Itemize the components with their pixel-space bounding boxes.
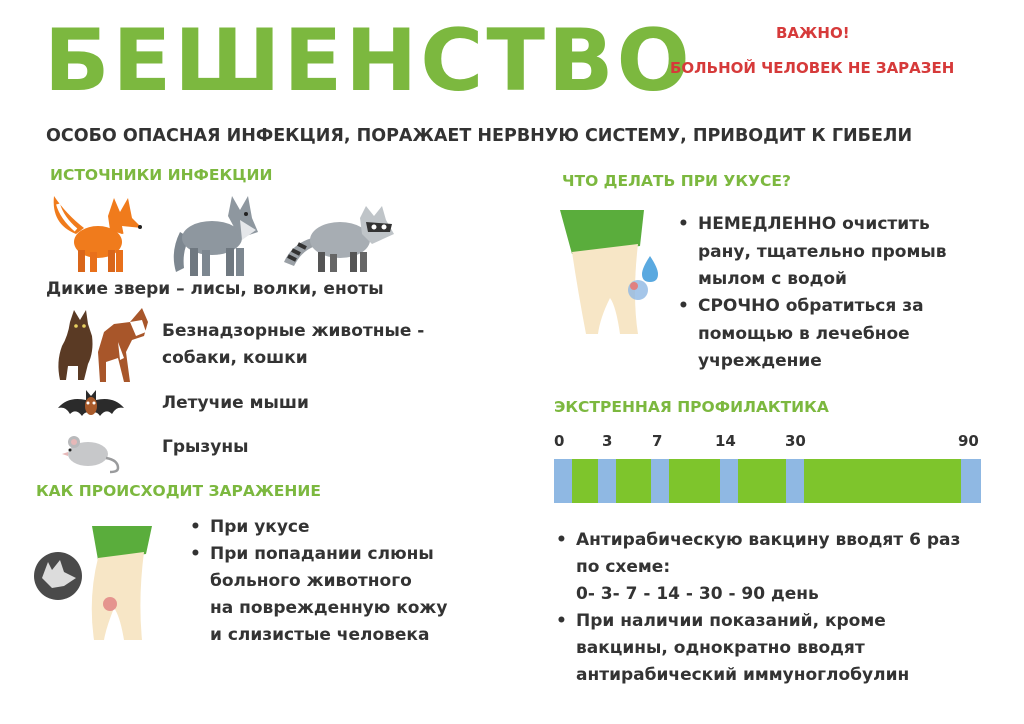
infection-bullet2-line2: больного животного — [210, 571, 412, 591]
schedule-day-label: 14 — [715, 432, 736, 450]
sources-stray-line1: Безнадзорные животные - — [162, 321, 425, 341]
timeline-dose-marker — [598, 459, 616, 503]
infection-bullet2-line3: на поврежденную кожу — [210, 598, 448, 618]
bite-list-2 — [676, 293, 924, 320]
prophylaxis-bullet2-line3: антирабический иммуноглобулин — [576, 665, 910, 685]
prophylaxis-list — [554, 527, 960, 554]
sources-rodents-text: Грызуны — [162, 437, 249, 457]
bite-bullet2-line3: учреждение — [698, 351, 822, 371]
mouse-icon — [62, 430, 124, 474]
bite-bullet1-line3: мылом с водой — [698, 269, 847, 289]
infection-list — [188, 514, 434, 568]
prophylaxis-bullet1-line3: 0- 3- 7 - 14 - 30 - 90 день — [576, 584, 819, 604]
raccoon-icon — [282, 204, 396, 274]
bite-bullet1-line2: рану, тщательно промыв — [698, 242, 947, 262]
list-item-text: При попадании слюны — [210, 544, 434, 564]
bite-list — [676, 211, 930, 238]
warning-title: ВАЖНО! — [776, 24, 850, 42]
leg-washing-icon — [558, 206, 670, 336]
list-item — [188, 541, 434, 568]
sources-stray-line2: собаки, кошки — [162, 348, 308, 368]
bat-icon — [56, 390, 126, 426]
sources-wild-text: Дикие звери – лисы, волки, еноты — [46, 279, 384, 299]
prophylaxis-heading: ЭКСТРЕННАЯ ПРОФИЛАКТИКА — [554, 398, 829, 416]
bite-bullet2-line2: помощью в лечебное — [698, 324, 910, 344]
page-title: БЕШЕНСТВО — [44, 11, 693, 111]
schedule-day-label: 3 — [602, 432, 613, 450]
sources-bats-text: Летучие мыши — [162, 393, 309, 413]
list-item: • СРОЧНО обратиться за — [676, 293, 924, 320]
schedule-timeline — [554, 459, 981, 503]
list-item: • Антирабическую вакцину вводят 6 раз — [554, 527, 960, 554]
schedule-day-label: 0 — [554, 432, 565, 450]
fox-icon — [46, 194, 146, 274]
timeline-dose-marker — [786, 459, 804, 503]
timeline-dose-marker — [720, 459, 738, 503]
timeline-dose-marker — [554, 459, 572, 503]
timeline-track — [554, 459, 981, 503]
wolf-icon — [170, 192, 265, 278]
schedule-day-label: 90 — [958, 432, 979, 450]
schedule-day-label: 7 — [652, 432, 663, 450]
timeline-dose-marker — [651, 459, 669, 503]
prophylaxis-bullet2-line2: вакцины, однократно вводят — [576, 638, 865, 658]
prophylaxis-list-2 — [554, 608, 886, 635]
infection-bullet2-line4: и слизистые человека — [210, 625, 430, 645]
list-item: • При укусе — [188, 514, 434, 541]
leg-bite-icon — [34, 518, 164, 642]
bite-heading: ЧТО ДЕЛАТЬ ПРИ УКУСЕ? — [562, 172, 791, 190]
infection-heading: КАК ПРОИСХОДИТ ЗАРАЖЕНИЕ — [36, 482, 321, 500]
warning-text: БОЛЬНОЙ ЧЕЛОВЕК НЕ ЗАРАЗЕН — [670, 59, 955, 77]
subtitle: ОСОБО ОПАСНАЯ ИНФЕКЦИЯ, ПОРАЖАЕТ НЕРВНУЮ СИСТЕМУ, ПРИВОДИТ К ГИБЕЛИ — [46, 126, 913, 146]
prophylaxis-bullet1-line2: по схеме: — [576, 557, 671, 577]
list-item: • При наличии показаний, кроме — [554, 608, 886, 635]
timeline-dose-marker — [961, 459, 981, 503]
schedule-day-label: 30 — [785, 432, 806, 450]
list-item: • НЕМЕДЛЕННО очистить — [676, 211, 930, 238]
sources-heading: ИСТОЧНИКИ ИНФЕКЦИИ — [50, 166, 273, 184]
dog-and-cat-icon — [54, 302, 150, 384]
